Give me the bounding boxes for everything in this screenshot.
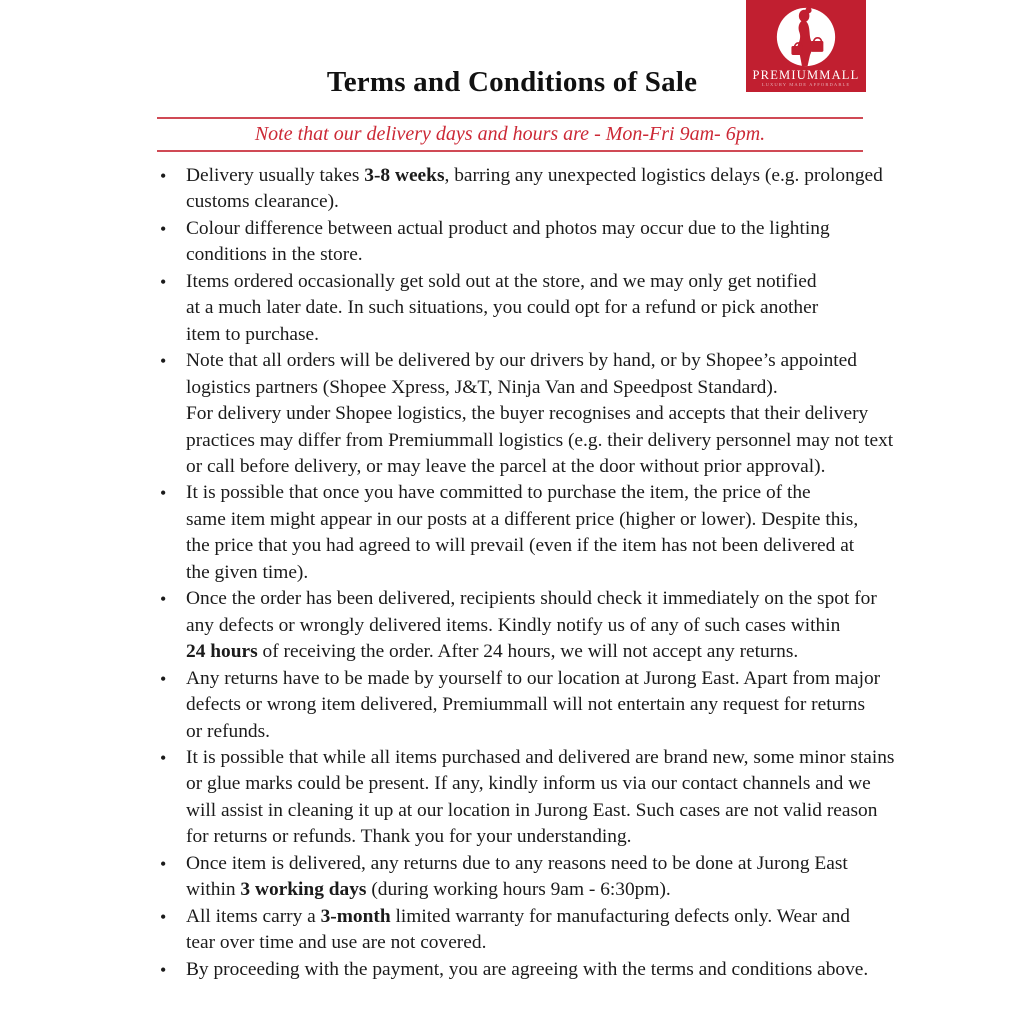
term-item (150, 904, 890, 957)
term-item (150, 480, 890, 586)
term-item (150, 269, 890, 348)
term-text: Delivery usually takes 3-8 weeks, barring any unexpected logistics delays (e.g. prolonged customs clearance). (186, 165, 883, 213)
term-item (150, 163, 890, 216)
term-text: All items carry a 3-month limited warranty for manufacturing defects only. Wear and tear over time and use are not covered. (186, 905, 850, 954)
terms-list (150, 163, 895, 983)
term-text: Colour difference between actual product and photos may occur due to the lighting conditions in the store. (186, 217, 830, 266)
term-text: Items ordered occasionally get sold out at the store, and we may only get notified at a much later date. In such situations, you could opt for a refund or pick another item to purchase. (186, 270, 819, 345)
bullet-icon: • (160, 271, 167, 292)
term-item (150, 957, 890, 983)
term-text: Once the order has been delivered, recipients should check it immediately on the spot for any defects or wrongly delivered items. Kindly notify us of any of such cases within 24 hours of receiving the order. After 24 hours, we will not accept any returns. (186, 588, 877, 663)
term-item (150, 216, 890, 269)
term-item (150, 348, 894, 480)
logo-brand-text: PREMIUMMALL (752, 68, 860, 82)
bullet-icon: • (160, 483, 167, 504)
delivery-notice-band (157, 117, 863, 152)
delivery-notice-text: Note that our delivery days and hours are - Mon-Fri 9am- 6pm. (254, 123, 766, 145)
bullet-icon: • (160, 218, 167, 239)
bullet-icon: • (160, 747, 167, 768)
bullet-icon: • (160, 351, 167, 372)
term-text: Once item is delivered, any returns due to any reasons need to be done at Jurong East within 3 working days (during working hours 9am - 6:30pm). (186, 852, 848, 901)
bullet-icon: • (160, 166, 167, 186)
bullet-icon: • (160, 853, 167, 874)
term-text: Note that all orders will be delivered by our drivers by hand, or by Shopee’s appointed logistics partners (Shopee Xpress, J&T, Ninja Van and Speedpost Standard). For delivery under Shopee logistics, the buyer recognises and accepts that their delivery practices may differ from Premiummall logistics (e.g. their delivery personnel may not text or call before delivery, or may leave the parcel at the door without prior approval). (186, 350, 894, 477)
term-text: Any returns have to be made by yourself to our location at Jurong East. Apart from major defects or wrong item delivered, Premiummall will not entertain any request for returns or refunds. (186, 667, 881, 742)
bullet-icon: • (160, 959, 167, 980)
term-text: By proceeding with the payment, you are agreeing with the terms and conditions above. (186, 958, 869, 980)
term-text: It is possible that while all items purchased and delivered are brand new, some minor stains or glue marks could be present. If any, kindly inform us via our contact channels and we will assist in cleaning it up at our location in Jurong East. Such cases are not valid reason for returns or refunds. Thank you for your understanding. (186, 746, 895, 848)
term-text: It is possible that once you have committed to purchase the item, the price of the same item might appear in our posts at a different price (higher or lower). Despite this, the price that you had agreed to will prevail (even if the item has not been delivered at the given time). (186, 482, 859, 583)
bullet-icon: • (160, 589, 167, 610)
logo-tagline-text: LUXURY MADE AFFORDABLE (761, 82, 851, 87)
term-item (150, 666, 890, 745)
woman-with-shopping-bags-icon (775, 6, 837, 68)
term-item (150, 851, 890, 904)
bullet-icon: • (160, 668, 167, 689)
term-item (150, 586, 890, 665)
bullet-icon: • (160, 906, 167, 927)
term-item (150, 745, 895, 851)
page-title: Terms and Conditions of Sale (326, 66, 698, 98)
